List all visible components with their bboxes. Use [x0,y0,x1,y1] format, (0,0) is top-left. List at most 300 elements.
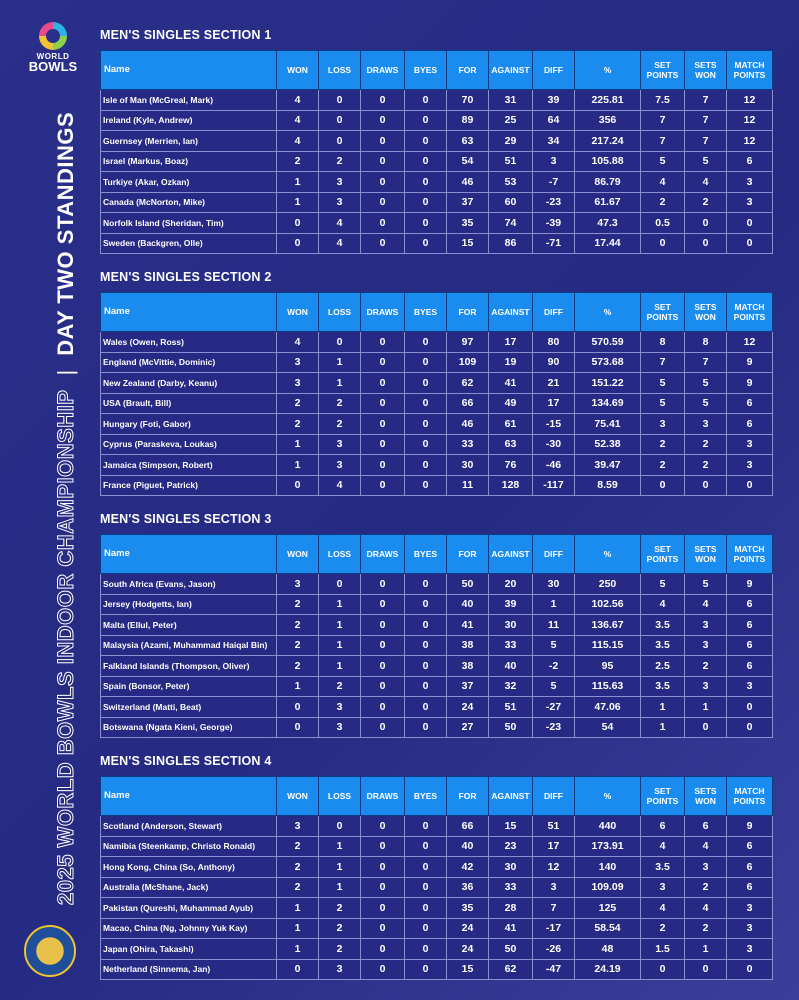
stat-cell: 3 [533,151,575,172]
stat-cell: 3 [727,918,773,939]
stat-cell: 0 [277,475,319,496]
stat-cell: 7 [685,352,727,373]
stat-cell: 0 [405,635,447,656]
stat-cell: 1 [319,836,361,857]
column-header: LOSS [319,293,361,332]
table-row [101,213,773,234]
player-name-cell: England (McVittie, Dominic) [101,352,277,373]
indoor-bowls-council-seal-icon [24,925,76,977]
stat-cell: 39 [489,594,533,615]
table-row [101,90,773,111]
table-row [101,434,773,455]
stat-cell: 3 [727,455,773,476]
table-row [101,939,773,960]
stat-cell: 3.5 [641,857,685,878]
stat-cell: 2 [641,192,685,213]
stat-cell: 12 [727,332,773,353]
stat-cell: 0 [361,151,405,172]
side-banner [0,0,90,1000]
column-header: WON [277,51,319,90]
stat-cell: 140 [575,857,641,878]
player-name-cell: Sweden (Backgren, Olle) [101,233,277,254]
stat-cell: 0 [361,110,405,131]
stat-cell: 1 [319,373,361,394]
stat-cell: 6 [727,594,773,615]
stat-cell: 64 [533,110,575,131]
column-header: BYES [405,51,447,90]
stat-cell: 17 [489,332,533,353]
column-header: % [575,535,641,574]
player-name-cell: Hungary (Foti, Gabor) [101,414,277,435]
column-header: FOR [447,51,489,90]
stat-cell: 90 [533,352,575,373]
stat-cell: -23 [533,717,575,738]
player-name-cell: Ireland (Kyle, Andrew) [101,110,277,131]
stat-cell: 24 [447,697,489,718]
column-header: MATCH POINTS [727,51,773,90]
stat-cell: 7 [641,110,685,131]
stat-cell: 1 [319,877,361,898]
stat-cell: 0 [277,233,319,254]
stat-cell: 2 [319,151,361,172]
section-title: MEN'S SINGLES SECTION 3 [100,512,272,526]
column-header: SET POINTS [641,777,685,816]
stat-cell: 0 [405,939,447,960]
stat-cell: 41 [489,918,533,939]
stat-cell: 49 [489,393,533,414]
stat-cell: 46 [447,172,489,193]
stat-cell: -7 [533,172,575,193]
stat-cell: 2 [277,615,319,636]
stat-cell: 4 [685,594,727,615]
stat-cell: 0 [685,233,727,254]
column-header: DIFF [533,535,575,574]
stat-cell: 29 [489,131,533,152]
stat-cell: -39 [533,213,575,234]
stat-cell: 0 [727,717,773,738]
stat-cell: 134.69 [575,393,641,414]
standings-table [100,534,773,738]
table-row [101,877,773,898]
stat-cell: 115.63 [575,676,641,697]
stat-cell: 0 [405,816,447,837]
stat-cell: 0 [277,717,319,738]
stat-cell: 0 [361,816,405,837]
table-row [101,697,773,718]
stat-cell: 2 [277,857,319,878]
stat-cell: 128 [489,475,533,496]
stat-cell: 0 [685,475,727,496]
stat-cell: 2 [277,151,319,172]
stat-cell: 35 [447,898,489,919]
stat-cell: 0 [361,898,405,919]
stat-cell: 12 [727,131,773,152]
player-name-cell: Malta (Ellul, Peter) [101,615,277,636]
stat-cell: 5 [533,676,575,697]
table-row [101,676,773,697]
stat-cell: 0.5 [641,213,685,234]
stat-cell: 12 [727,110,773,131]
stat-cell: 4 [641,594,685,615]
player-name-cell: Cyprus (Paraskeva, Loukas) [101,434,277,455]
column-header: Name [101,51,277,90]
stat-cell: 0 [361,131,405,152]
stat-cell: 2 [319,414,361,435]
stat-cell: 5 [685,393,727,414]
stat-cell: 86.79 [575,172,641,193]
stat-cell: 39 [533,90,575,111]
stat-cell: 4 [277,131,319,152]
column-header: BYES [405,293,447,332]
title-separator: | [53,369,78,376]
player-name-cell: Australia (McShane, Jack) [101,877,277,898]
stat-cell: 0 [361,172,405,193]
table-row [101,373,773,394]
stat-cell: 4 [319,213,361,234]
stat-cell: 0 [405,373,447,394]
player-name-cell: Japan (Ohira, Takashi) [101,939,277,960]
table-row [101,857,773,878]
table-row [101,192,773,213]
stat-cell: 0 [277,697,319,718]
stat-cell: 125 [575,898,641,919]
world-bowls-logo [28,22,78,73]
stat-cell: 4 [641,898,685,919]
stat-cell: 31 [489,90,533,111]
stat-cell: 7 [685,90,727,111]
stat-cell: 15 [447,233,489,254]
column-header: % [575,51,641,90]
section-title: MEN'S SINGLES SECTION 4 [100,754,272,768]
stat-cell: 53 [489,172,533,193]
stat-cell: 0 [405,172,447,193]
stat-cell: 11 [533,615,575,636]
stat-cell: 3.5 [641,676,685,697]
column-header: DIFF [533,51,575,90]
stat-cell: 3 [319,192,361,213]
stat-cell: 40 [489,656,533,677]
vertical-title [53,112,79,905]
stat-cell: 97 [447,332,489,353]
stat-cell: 0 [405,213,447,234]
stat-cell: 0 [405,877,447,898]
column-header: DRAWS [361,293,405,332]
stat-cell: 47.06 [575,697,641,718]
stat-cell: 1 [641,717,685,738]
stat-cell: 23 [489,836,533,857]
table-header-row [101,535,773,574]
stat-cell: 217.24 [575,131,641,152]
stat-cell: 3 [685,635,727,656]
stat-cell: 0 [405,615,447,636]
stat-cell: 2 [685,656,727,677]
stat-cell: 0 [405,475,447,496]
stat-cell: 0 [319,90,361,111]
stat-cell: 95 [575,656,641,677]
table-header-row [101,51,773,90]
stat-cell: 0 [361,233,405,254]
stat-cell: 17 [533,836,575,857]
player-name-cell: Pakistan (Qureshi, Muhammad Ayub) [101,898,277,919]
stat-cell: 3 [319,959,361,980]
column-header: WON [277,777,319,816]
stat-cell: -46 [533,455,575,476]
player-name-cell: Israel (Markus, Boaz) [101,151,277,172]
stat-cell: 74 [489,213,533,234]
stat-cell: 109.09 [575,877,641,898]
stat-cell: 11 [447,475,489,496]
stat-cell: 0 [277,959,319,980]
stat-cell: 0 [405,717,447,738]
stat-cell: 5 [641,393,685,414]
stat-cell: 61.67 [575,192,641,213]
stat-cell: 0 [405,836,447,857]
stat-cell: 3 [727,192,773,213]
table-row [101,475,773,496]
stat-cell: 2 [319,898,361,919]
stat-cell: 8 [641,332,685,353]
stat-cell: 0 [727,233,773,254]
column-header: SETS WON [685,293,727,332]
stat-cell: 52.38 [575,434,641,455]
stat-cell: 89 [447,110,489,131]
stat-cell: 0 [641,475,685,496]
column-header: SETS WON [685,535,727,574]
stat-cell: 0 [319,574,361,595]
standings-table [100,50,773,254]
stat-cell: 0 [361,676,405,697]
stat-cell: 3 [319,697,361,718]
stat-cell: 0 [361,332,405,353]
stat-cell: 63 [489,434,533,455]
stat-cell: 0 [405,233,447,254]
stat-cell: 3 [319,717,361,738]
stat-cell: 250 [575,574,641,595]
stat-cell: 2 [319,939,361,960]
stat-cell: 20 [489,574,533,595]
stat-cell: 41 [447,615,489,636]
stat-cell: 5 [641,151,685,172]
stat-cell: 51 [489,151,533,172]
stat-cell: 0 [405,455,447,476]
stat-cell: 9 [727,574,773,595]
stat-cell: 1 [533,594,575,615]
column-header: FOR [447,293,489,332]
stat-cell: 40 [447,594,489,615]
stat-cell: 0 [361,373,405,394]
stat-cell: -30 [533,434,575,455]
player-name-cell: Spain (Bonsor, Peter) [101,676,277,697]
stat-cell: 0 [361,192,405,213]
stat-cell: 1 [277,939,319,960]
stat-cell: 47.3 [575,213,641,234]
stat-cell: 0 [361,959,405,980]
stat-cell: 0 [319,110,361,131]
stat-cell: 0 [361,877,405,898]
stat-cell: 7.5 [641,90,685,111]
stat-cell: 3 [727,939,773,960]
column-header: Name [101,293,277,332]
stat-cell: 2 [641,434,685,455]
stat-cell: 9 [727,816,773,837]
stat-cell: 3 [685,676,727,697]
stat-cell: 6 [727,635,773,656]
column-header: Name [101,535,277,574]
stat-cell: 39.47 [575,455,641,476]
stat-cell: 0 [405,90,447,111]
stat-cell: -26 [533,939,575,960]
stat-cell: 4 [685,836,727,857]
stat-cell: 1 [319,635,361,656]
stat-cell: 1 [277,918,319,939]
stat-cell: 30 [489,615,533,636]
stat-cell: 0 [361,594,405,615]
stat-cell: 6 [727,877,773,898]
stat-cell: 0 [361,857,405,878]
stat-cell: 48 [575,939,641,960]
stat-cell: 1 [685,697,727,718]
stat-cell: 2 [319,918,361,939]
section-spacer [100,496,772,510]
stat-cell: 0 [727,475,773,496]
stat-cell: 25 [489,110,533,131]
stat-cell: 0 [405,918,447,939]
table-row [101,717,773,738]
stat-cell: 6 [641,816,685,837]
stat-cell: -117 [533,475,575,496]
table-row [101,233,773,254]
table-row [101,656,773,677]
stat-cell: 24.19 [575,959,641,980]
stat-cell: 3 [277,574,319,595]
stat-cell: 3 [319,172,361,193]
stat-cell: 4 [319,475,361,496]
stat-cell: 0 [405,110,447,131]
player-name-cell: Namibia (Steenkamp, Christo Ronald) [101,836,277,857]
stat-cell: 173.91 [575,836,641,857]
stat-cell: 3 [727,434,773,455]
stat-cell: 21 [533,373,575,394]
stat-cell: 0 [405,898,447,919]
stat-cell: 0 [361,213,405,234]
player-name-cell: Norfolk Island (Sheridan, Tim) [101,213,277,234]
stat-cell: 17.44 [575,233,641,254]
stat-cell: 3 [641,877,685,898]
stat-cell: 6 [727,857,773,878]
stat-cell: 2 [685,192,727,213]
stat-cell: -17 [533,918,575,939]
stat-cell: 6 [727,836,773,857]
stat-cell: 0 [319,816,361,837]
stat-cell: -27 [533,697,575,718]
stat-cell: -47 [533,959,575,980]
stat-cell: 42 [447,857,489,878]
stat-cell: 76 [489,455,533,476]
stat-cell: 6 [727,151,773,172]
stat-cell: 15 [489,816,533,837]
stat-cell: 3 [727,898,773,919]
stat-cell: 2 [319,676,361,697]
stat-cell: 1 [319,615,361,636]
column-header: DIFF [533,777,575,816]
stat-cell: 24 [447,939,489,960]
player-name-cell: Jersey (Hodgetts, Ian) [101,594,277,615]
stat-cell: -2 [533,656,575,677]
stat-cell: 0 [405,574,447,595]
stat-cell: 50 [489,939,533,960]
stat-cell: 0 [685,959,727,980]
stat-cell: 62 [447,373,489,394]
stat-cell: 2 [319,393,361,414]
column-header: SET POINTS [641,535,685,574]
table-row [101,414,773,435]
table-row [101,332,773,353]
player-name-cell: Netherland (Sinnema, Jan) [101,959,277,980]
table-row [101,959,773,980]
stat-cell: 61 [489,414,533,435]
stat-cell: 3 [685,414,727,435]
stat-cell: 1 [685,939,727,960]
stat-cell: 51 [489,697,533,718]
stat-cell: 2 [685,918,727,939]
stat-cell: 4 [685,172,727,193]
column-header: DRAWS [361,777,405,816]
stat-cell: 4 [641,172,685,193]
stat-cell: 0 [405,332,447,353]
stat-cell: 2 [641,918,685,939]
column-header: DRAWS [361,51,405,90]
stat-cell: 0 [641,959,685,980]
stat-cell: 7 [641,352,685,373]
stat-cell: 0 [361,635,405,656]
stat-cell: 1 [277,172,319,193]
stat-cell: 9 [727,373,773,394]
column-header: FOR [447,777,489,816]
stat-cell: 24 [447,918,489,939]
stat-cell: 30 [489,857,533,878]
stat-cell: 40 [447,836,489,857]
table-row [101,615,773,636]
player-name-cell: Falkland Islands (Thompson, Oliver) [101,656,277,677]
table-row [101,172,773,193]
stat-cell: 0 [361,414,405,435]
stat-cell: 3 [277,352,319,373]
stat-cell: 66 [447,393,489,414]
stat-cell: 0 [361,697,405,718]
stat-cell: 19 [489,352,533,373]
stat-cell: 2 [685,877,727,898]
stat-cell: 1 [319,857,361,878]
stat-cell: 7 [641,131,685,152]
stat-cell: 115.15 [575,635,641,656]
column-header: BYES [405,535,447,574]
stat-cell: 7 [533,898,575,919]
player-name-cell: Macao, China (Ng, Johnny Yuk Kay) [101,918,277,939]
standings-table [100,292,773,496]
stat-cell: 2 [277,414,319,435]
stat-cell: 3 [319,455,361,476]
column-header: AGAINST [489,293,533,332]
stat-cell: 27 [447,717,489,738]
player-name-cell: Scotland (Anderson, Stewart) [101,816,277,837]
stat-cell: 35 [447,213,489,234]
table-row [101,918,773,939]
stat-cell: 4 [319,233,361,254]
stat-cell: 440 [575,816,641,837]
stat-cell: 34 [533,131,575,152]
stat-cell: 1.5 [641,939,685,960]
stat-cell: 0 [405,434,447,455]
